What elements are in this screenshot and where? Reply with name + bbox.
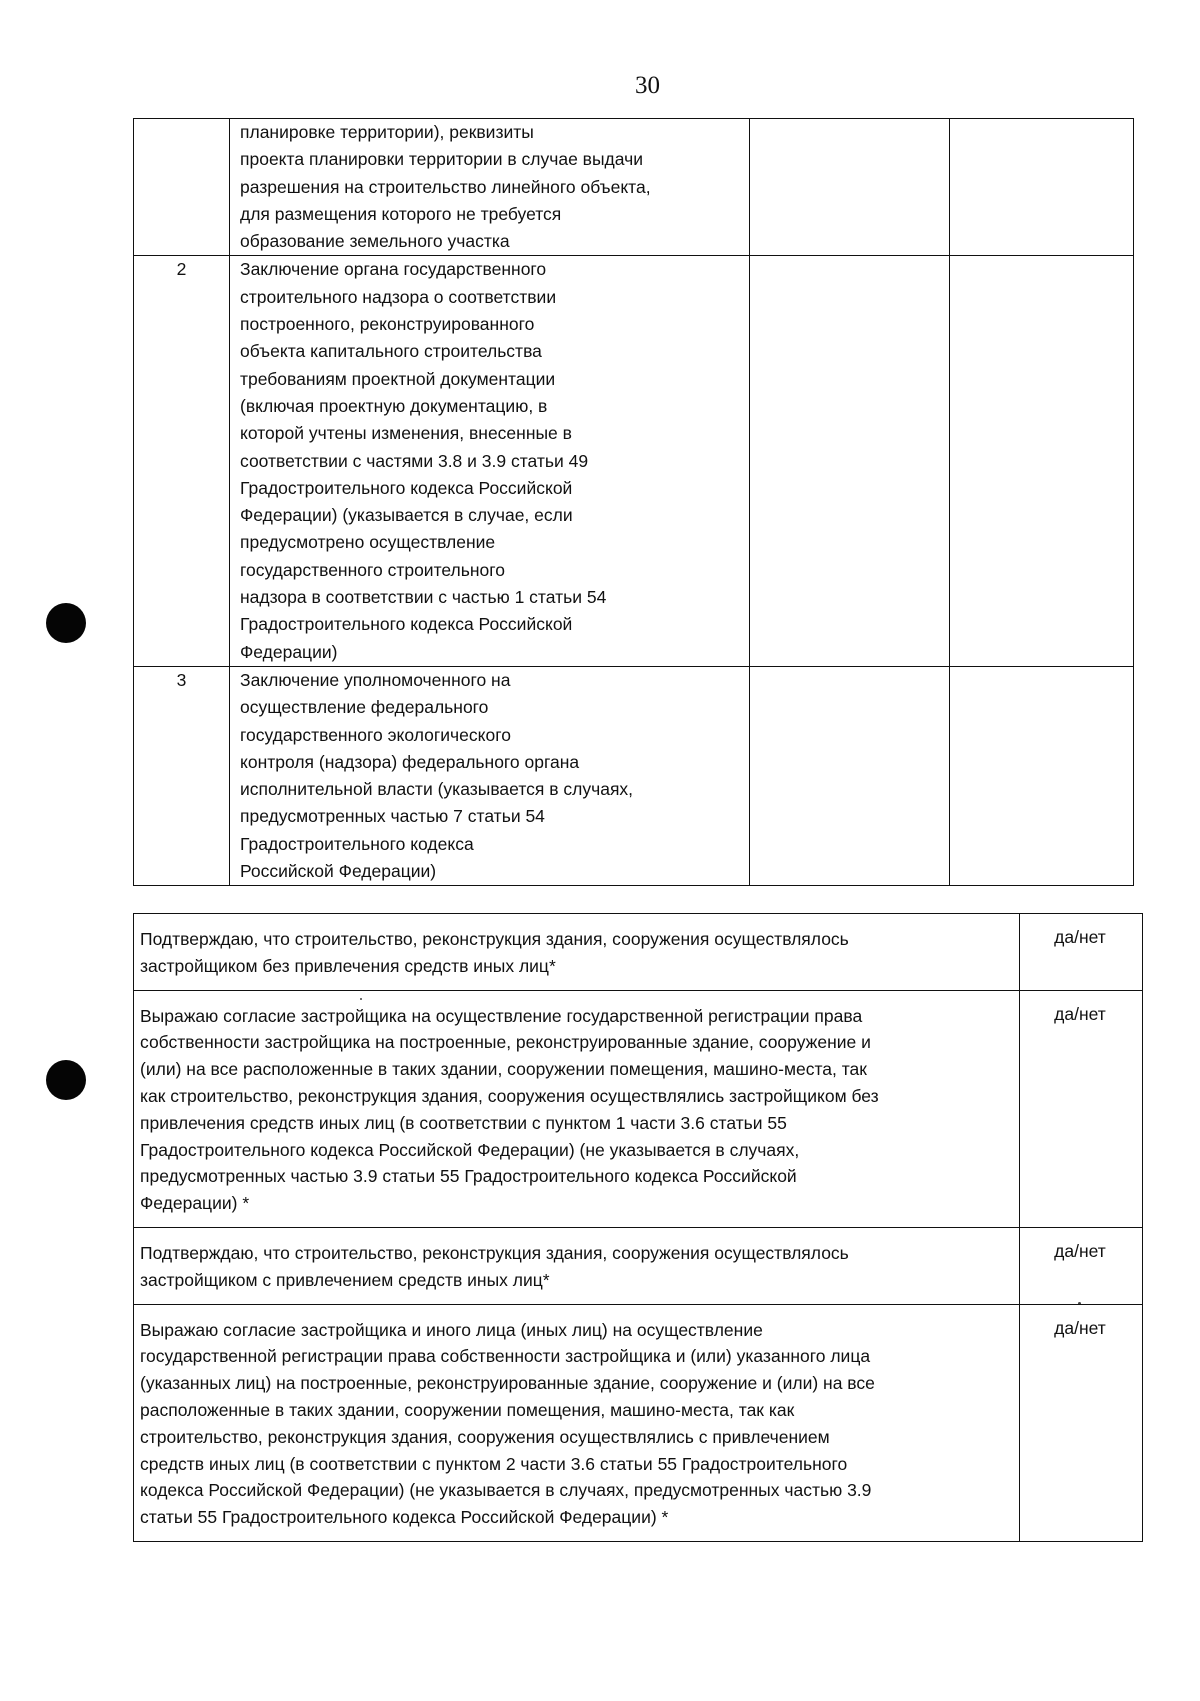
table-row	[134, 914, 1143, 991]
confirmation-text	[134, 1304, 1020, 1541]
text-line: как строительство, реконструкция здания, сооружения осуществлялись застройщиком без	[140, 1085, 879, 1106]
text-line: которой учтены изменения, внесенные в	[240, 423, 572, 444]
table-row	[134, 1304, 1143, 1541]
text-line: Градостроительного кодекса Российской	[240, 614, 573, 635]
text-line: Градостроительного кодекса	[240, 833, 474, 854]
text-line: государственной регистрации права собственности застройщика и (или) указанного лица	[140, 1346, 871, 1367]
documents-table	[133, 118, 1134, 886]
text-line: средств иных лиц (в соответствии с пунктом 2 части 3.6 статьи 55 Градостроительного	[140, 1453, 848, 1474]
empty-cell	[750, 119, 950, 256]
text-line: осуществление федерального	[240, 697, 489, 718]
text-line: образование земельного участка	[240, 231, 510, 252]
text-line: Подтверждаю, что строительство, реконструкция здания, сооружения осуществлялось	[140, 1242, 849, 1263]
text-line: Заключение органа государственного	[240, 259, 547, 280]
text-line: застройщиком без привлечения средств иных лиц*	[140, 955, 556, 976]
text-line: Градостроительного кодекса Российской	[240, 477, 573, 498]
text-line: требованиям проектной документации	[240, 368, 556, 389]
text-line: Федерации) *	[140, 1193, 250, 1214]
confirmations-table	[133, 913, 1143, 1542]
confirmation-text	[134, 914, 1020, 991]
text-line: Выражаю согласие застройщика на осуществление государственной регистрации права	[140, 1005, 863, 1026]
confirmation-text	[134, 1227, 1020, 1304]
text-line: предусмотрено осуществление	[240, 532, 496, 553]
empty-cell	[950, 119, 1134, 256]
empty-cell	[950, 666, 1134, 885]
text-line: построенного, реконструированного	[240, 314, 535, 335]
text-line: Подтверждаю, что строительство, реконструкция здания, сооружения осуществлялось	[140, 929, 849, 949]
text-line: надзора в соответствии с частью 1 статьи 54	[240, 587, 607, 608]
text-line: предусмотренных частью 7 статьи 54	[240, 806, 545, 827]
text-line: Выражаю согласие застройщика и иного лица (иных лиц) на осуществление	[140, 1319, 763, 1340]
empty-cell	[750, 256, 950, 666]
page-number: 30	[635, 72, 660, 99]
table-row	[134, 1227, 1143, 1304]
table-row	[134, 119, 1134, 256]
yes-no-answer[interactable]: да/нет	[1020, 1227, 1143, 1304]
text-line: Федерации)	[240, 641, 338, 662]
text-line: строительство, реконструкция здания, сооружения осуществлялись с привлечением	[140, 1426, 830, 1447]
text-line: расположенные в таких здании, сооружении помещения, машино-места, так как	[140, 1399, 795, 1420]
empty-cell	[750, 666, 950, 885]
table-row	[134, 666, 1134, 885]
text-line: (или) на все расположенные в таких здании, сооружении помещения, машино-места, так	[140, 1059, 867, 1080]
yes-no-answer[interactable]: да/нет	[1020, 914, 1143, 991]
document-description	[230, 256, 750, 666]
confirmation-text	[134, 990, 1020, 1227]
yes-no-answer[interactable]: да/нет	[1020, 1304, 1143, 1541]
text-line: проекта планировки территории в случае выдачи	[240, 149, 643, 170]
text-line: кодекса Российской Федерации) (не указывается в случаях, предусмотренных частью 3.9	[140, 1480, 872, 1501]
row-number	[134, 119, 230, 256]
punch-hole-upper	[46, 603, 86, 643]
text-line: (включая проектную документацию, в	[240, 395, 548, 416]
text-line: разрешения на строительство линейного объекта,	[240, 176, 651, 197]
text-line: соответствии с частями 3.8 и 3.9 статьи 49	[240, 450, 589, 471]
text-line: (указанных лиц) на построенные, реконструированные здание, сооружение и (или) на все	[140, 1373, 875, 1394]
text-line: контроля (надзора) федерального органа	[240, 751, 580, 772]
text-line: государственного экологического	[240, 724, 511, 745]
text-line: Градостроительного кодекса Российской Федерации) (не указывается в случаях,	[140, 1139, 800, 1160]
document-description	[230, 666, 750, 885]
text-line: Российской Федерации)	[240, 861, 437, 882]
text-line: для размещения которого не требуется	[240, 203, 562, 224]
text-line: привлечения средств иных лиц (в соответствии с пунктом 1 части 3.6 статьи 55	[140, 1112, 787, 1133]
text-line: статьи 55 Градостроительного кодекса Российской Федерации) *	[140, 1507, 669, 1528]
empty-cell	[950, 256, 1134, 666]
text-line: объекта капитального строительства	[240, 341, 542, 362]
row-number: 2	[134, 256, 230, 666]
table-row	[134, 256, 1134, 666]
text-line: застройщиком с привлечением средств иных лиц*	[140, 1269, 550, 1290]
text-line: Федерации) (указывается в случае, если	[240, 505, 573, 526]
yes-no-answer[interactable]: да/нет	[1020, 990, 1143, 1227]
text-line: государственного строительного	[240, 559, 506, 580]
row-number: 3	[134, 666, 230, 885]
text-line: исполнительной власти (указывается в случаях,	[240, 779, 634, 800]
table-row	[134, 990, 1143, 1227]
document-description	[230, 119, 750, 256]
text-line: предусмотренных частью 3.9 статьи 55 Градостроительного кодекса Российской	[140, 1166, 797, 1187]
text-line: Заключение уполномоченного на	[240, 669, 511, 690]
text-line: строительного надзора о соответствии	[240, 286, 557, 307]
punch-hole-lower	[46, 1060, 86, 1100]
text-line: собственности застройщика на построенные, реконструированные здание, сооружение и	[140, 1032, 871, 1053]
text-line: планировке территории), реквизиты	[240, 122, 534, 142]
